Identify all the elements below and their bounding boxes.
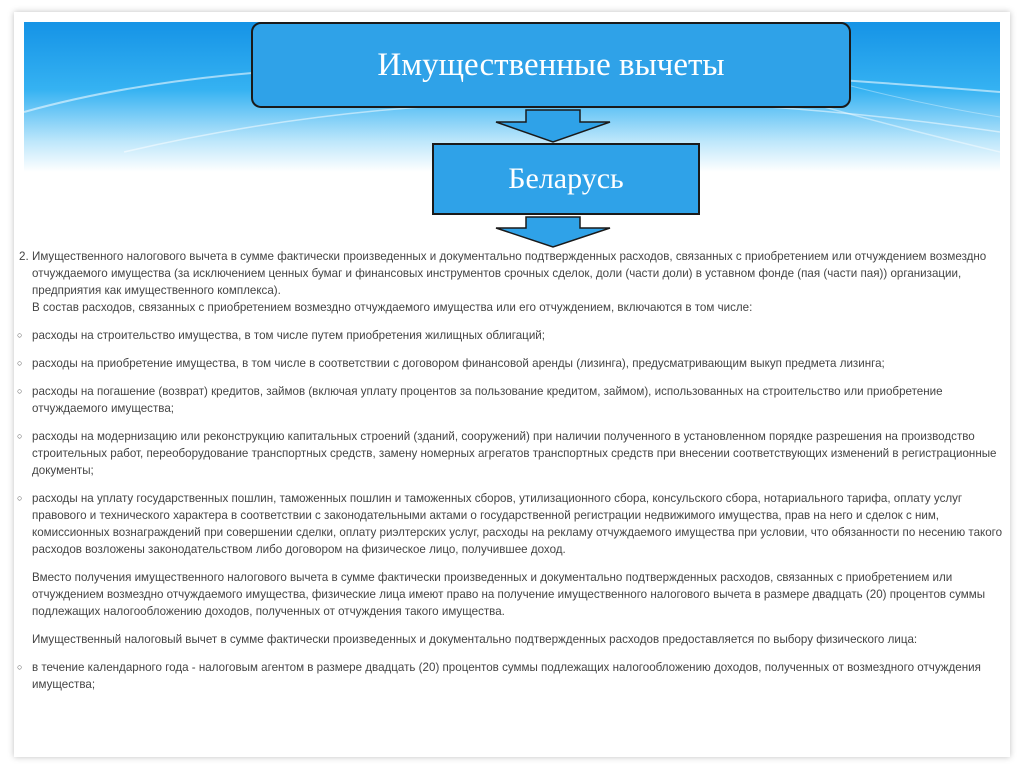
bullet-icon: ○ — [17, 330, 23, 340]
list-item-line: строительных работ, переоборудование транспортных средств, замену номерных агрегатов транспортных средств при внесении соответствующих изменений в регистрационные — [32, 447, 997, 460]
arrow-down-icon — [494, 108, 612, 144]
list-item-line: расходы на строительство имущества, в том числе путем приобретения жилищных облигаций; — [32, 329, 545, 342]
page-title: Имущественные вычеты — [377, 46, 725, 83]
bullet-icon: ○ — [17, 386, 23, 396]
choice-paragraph — [14, 631, 1024, 648]
list-item-line: расходы на модернизацию или реконструкцию капитальных строений (зданий, сооружений) при наличии полученного в установленном порядке разрешения на производство — [32, 430, 975, 443]
choice-line: Имущественный налоговый вычет в сумме фактически произведенных и документально подтвержденных расходов предоставляется по выбору физического лица: — [32, 633, 918, 646]
list-item-line: расходов возложены законодательством либо договором на физическое лицо, получившее доход. — [32, 543, 566, 556]
bullet-icon: ○ — [17, 358, 23, 368]
list-item — [14, 355, 1024, 372]
list-item-line: имущества; — [32, 678, 96, 691]
item-number: 2. — [19, 250, 29, 263]
intro-line: отчуждаемого имущества (за исключением ценных бумаг и финансовых инструментов срочных сделок, доли (части доли) в уставном фонде (пая (части пая)) организации, — [32, 267, 962, 280]
intro-line: Имущественного налогового вычета в сумме фактически произведенных и документально подтвержденных расходов, связанных с приобретением или отчуждением возмездно — [32, 250, 987, 263]
list-item — [14, 327, 1024, 344]
alt-line: подлежащих налогообложению доходов, полученных от отчуждения такого имущества. — [32, 605, 505, 618]
tax-text-content — [14, 248, 1024, 753]
list-item-line: расходы на погашение (возврат) кредитов, займов (включая уплату процентов за пользование кредитом, займом), использованных на строительство или приобретение — [32, 385, 943, 398]
list-item — [14, 659, 1024, 693]
title-box — [251, 22, 851, 108]
alt-line: Вместо получения имущественного налогового вычета в сумме фактически произведенных и документально подтвержденных расходов, связанных с приобретением или — [32, 571, 953, 584]
country-box — [432, 143, 700, 215]
list-item-line: комиссионных вознаграждений при совершении сделки, оплату риэлтерских услуг, расходы на рекламу отчуждаемого имущества при условии, что обязанности по несению такого — [32, 526, 1003, 539]
list-item — [14, 428, 1024, 479]
list-item-line: отчуждаемого имущества; — [32, 402, 174, 415]
list-item-line: расходы на приобретение имущества, в том числе в соответствии с договором финансовой аренды (лизинга), предусматривающим выкуп предмета лизинга; — [32, 357, 885, 370]
bullet-icon: ○ — [17, 662, 23, 672]
bullet-icon: ○ — [17, 431, 23, 441]
intro-line: предприятия как имущественного комплекса). — [32, 284, 281, 297]
list-item — [14, 490, 1024, 558]
alt-line: отчуждением возмездно отчуждаемого имущества, физические лица имеют право на получение имущественного налогового вычета в размере двадцать (20) процентов суммы — [32, 588, 986, 601]
intro-line: В состав расходов, связанных с приобретением возмездно отчуждаемого имущества или его отчуждением, включаются в том числе: — [32, 301, 753, 314]
list-item-line: документы; — [32, 464, 94, 477]
list-item-line: правового и технического характера в соответствии с законодательными актами о государственной регистрации недвижимого имущества, прав на него и сделок с ним, — [32, 509, 940, 522]
bullet-icon: ○ — [17, 493, 23, 503]
list-item — [14, 383, 1024, 417]
alternative-paragraph — [14, 569, 1024, 620]
list-item-line: расходы на уплату государственных пошлин, таможенных пошлин и таможенных сборов, утилизационного сбора, консульского сбора, нотариального тарифа, оплату услуг — [32, 492, 963, 505]
intro-paragraph — [14, 248, 1024, 316]
arrow-down-icon — [494, 215, 612, 249]
list-item-line: в течение календарного года - налоговым агентом в размере двадцать (20) процентов суммы подлежащих налогообложению доходов, полученных от возмездного отчуждения — [32, 661, 981, 674]
country-label: Беларусь — [508, 162, 624, 195]
